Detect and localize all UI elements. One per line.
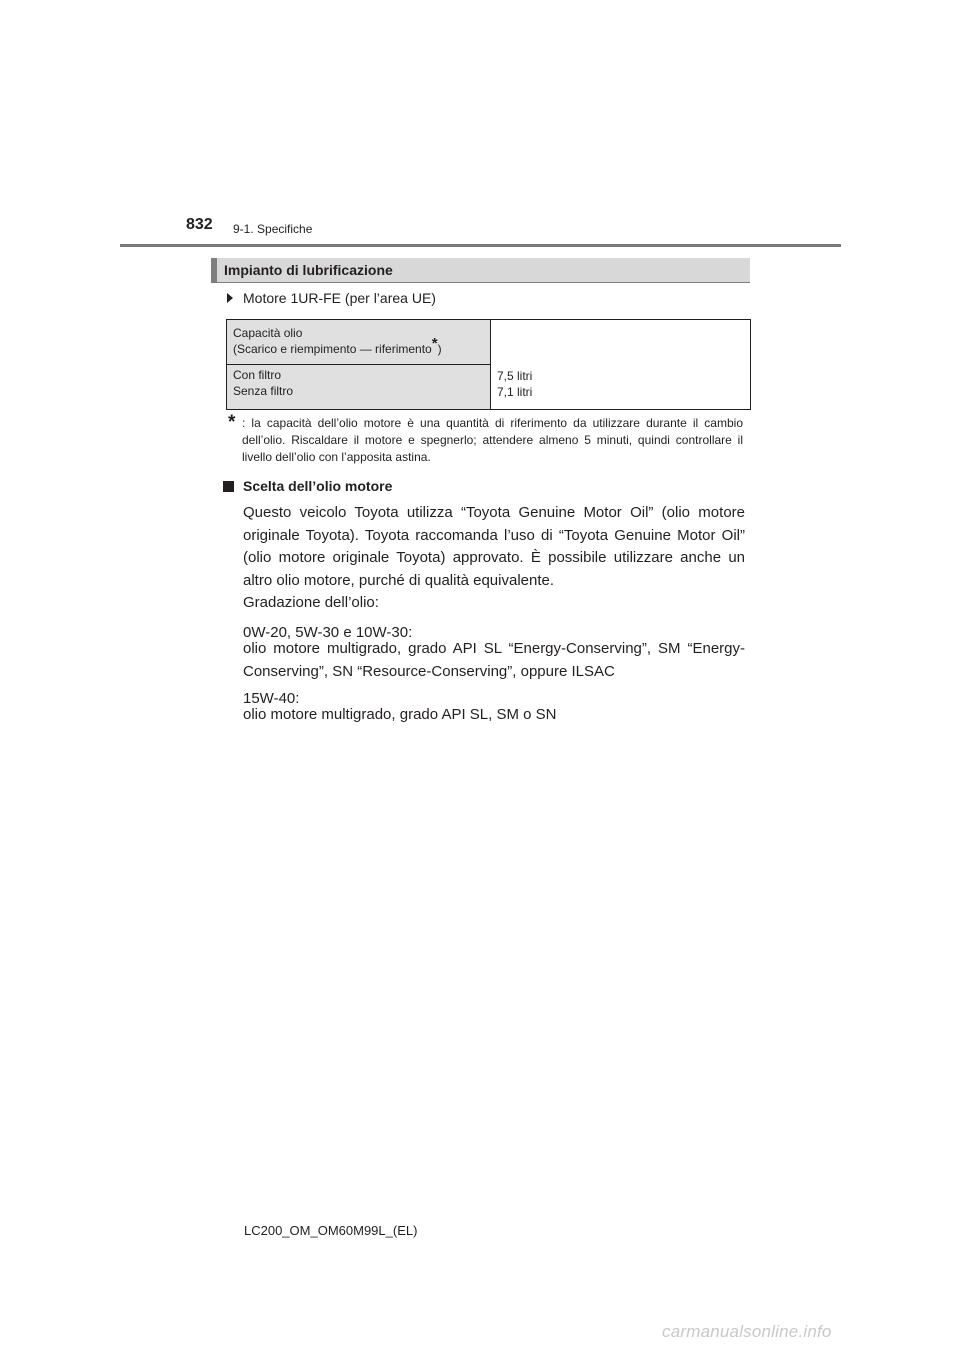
label-with-filter: Con filtro [233, 368, 282, 382]
oil-selection-title: Scelta dell’olio motore [243, 478, 393, 494]
oil-grade1-title: 0W-20, 5W-30 e 10W-30: [243, 624, 413, 641]
footnote-text: : la capacità dell’olio motore è una quantità di riferimento da utilizzare durante il cambio dell’olio. Riscaldare il motore e spegnerlo; attendere almeno 5 minuti, quindi controllare il livello dell’olio con l’apposita astina. [242, 416, 743, 464]
engine-bullet [227, 290, 436, 306]
section-heading-text: Impianto di lubrificazione [224, 262, 393, 278]
heading-accent-bar [211, 258, 217, 283]
oil-selection-intro: Questo veicolo Toyota utilizza “Toyota Genuine Motor Oil” (olio motore originale Toyota). Toyota raccomanda l’uso di “Toyota Genuine Motor Oil” (olio motore originale Toyota) approvato. È possibile utilizzare anche un altro olio motore, purché di qualità equivalente. [243, 504, 745, 589]
oil-grade1-text: olio motore multigrado, grado API SL “Energy-Conserving”, SM “Energy-Conserving”, SN “Resource-Conserving”, oppure ILSAC [243, 640, 745, 680]
header-rule [120, 244, 841, 247]
table-header-row [227, 320, 751, 365]
capacity-label: Capacità olio [233, 326, 303, 340]
engine-bullet-text: Motore 1UR-FE (per l’area UE) [243, 290, 436, 306]
label-without-filter: Senza filtro [233, 384, 294, 398]
watermark: carmanualsonline.info [662, 1322, 832, 1341]
oil-grade-label: Gradazione dell’olio: [243, 594, 379, 611]
oil-grade2-text: olio motore multigrado, grado API SL, SM o SN [243, 706, 557, 723]
page-number: 832 [186, 216, 213, 233]
triangle-bullet-icon [227, 293, 233, 303]
table-value-cell [491, 320, 751, 410]
footnote-star: * [228, 412, 236, 433]
section-label: 9-1. Specifiche [233, 222, 313, 236]
capacity-sublabel-close: ) [437, 342, 442, 356]
footnote-star-ref: * [431, 335, 438, 352]
footnote [228, 414, 743, 466]
section-heading [211, 258, 750, 283]
table-label-cell [227, 365, 491, 410]
table-header-cell [227, 320, 491, 365]
value-with-filter: 7,5 litri [497, 369, 533, 383]
capacity-sublabel: (Scarico e riempimento — riferimento [233, 342, 432, 356]
value-without-filter: 7,1 litri [497, 385, 533, 399]
document-code: LC200_OM_OM60M99L_(EL) [244, 1223, 418, 1238]
oil-grade2-title: 15W-40: [243, 690, 300, 707]
square-bullet-icon [223, 481, 234, 492]
oil-selection-heading [223, 478, 392, 494]
oil-capacity-table [226, 319, 751, 410]
